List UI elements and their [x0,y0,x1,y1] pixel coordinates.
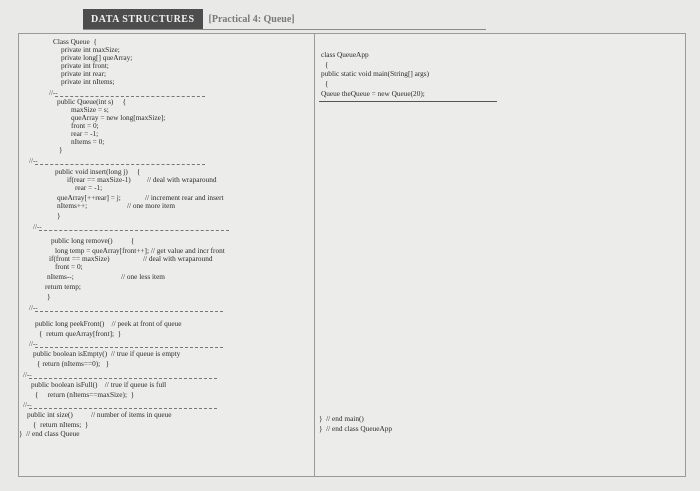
field-maxsize: private int maxSize; [61,45,120,54]
remove-line: if(front == maxSize) [49,254,110,263]
separator-line [39,230,229,231]
insert-header: public void insert(long j) { [55,167,141,176]
answer-underline [319,101,497,102]
size-header: public int size() // number of items in queue [27,410,172,419]
queue-class-column [19,34,315,476]
constructor-line: queArray = new long[maxSize]; [71,113,166,122]
insert-line: if(rear == maxSize-1) [67,175,131,184]
constructor-line: maxSize = s; [71,105,109,114]
main-method-header: public static void main(String[] args) [321,69,430,78]
separator-mark: //-- [29,304,38,312]
insert-line: queArray[++rear] = j; [57,193,121,202]
separator-line [35,347,223,348]
field-nitems: private int nItems; [61,77,115,86]
separator-line [29,408,217,409]
remove-line: long temp = queArray[front++]; // get value and incr front [55,246,225,255]
separator-line [35,164,205,165]
separator-line [35,311,223,312]
insert-comment: // deal with wraparound [147,175,217,184]
field-rear: private int rear; [61,69,106,78]
remove-line: nItems--; [47,272,74,281]
header-rule [83,29,486,30]
peekfront-body: { return queArray[front]; } [39,329,122,338]
isempty-body: { return (nItems==0); } [37,359,110,368]
constructor-line: rear = -1; [71,129,99,138]
field-quearray: private long[] queArray; [61,53,133,62]
size-body: { return nItems; } [33,420,89,429]
main-statement: Queue theQueue = new Queue(20); [321,89,425,98]
open-brace: { [325,79,329,88]
insert-comment: // one more item [127,201,176,210]
isempty-header: public boolean isEmpty() // true if queue is empty [33,349,181,358]
remove-comment: // one less item [121,272,165,281]
remove-line: front = 0; [55,262,83,271]
constructor-close: } [59,145,63,154]
peekfront-header: public long peekFront() // peek at front of queue [35,319,182,328]
separator-mark: //-- [33,223,42,231]
class-declaration: Class Queue { [53,37,97,46]
isfull-header: public boolean isFull() // true if queue is full [31,380,167,389]
field-front: private int front; [61,61,109,70]
constructor-line: front = 0; [71,121,99,130]
header-title: DATA STRUCTURES [83,9,203,29]
separator-mark: //-- [29,157,38,165]
remove-comment: // deal with wraparound [143,254,213,263]
header-subtitle: [Practical 4: Queue] [208,13,295,25]
queueapp-column [315,34,685,476]
end-main: } // end main() [319,414,364,423]
remove-line: return temp; [45,282,81,291]
separator-mark: //-- [23,371,32,379]
page-header [83,9,301,29]
isfull-body: { return (nItems==maxSize); } [35,390,135,399]
insert-comment: // increment rear and insert [145,193,224,202]
end-class-queue: } // end class Queue [19,429,80,438]
constructor-line: nItems = 0; [71,137,105,146]
queueapp-class-declaration: class QueueApp [321,50,369,59]
separator-line [29,378,217,379]
separator-mark: //-- [23,401,32,409]
end-class-queueapp: } // end class QueueApp [319,424,393,433]
open-brace: { [325,60,329,69]
insert-line: rear = -1; [75,183,103,192]
worksheet-table [18,33,686,477]
separator-mark: //-- [29,340,38,348]
insert-line: nItems++; [57,201,88,210]
insert-close: } [57,211,61,220]
remove-header: public long remove() { [51,236,135,245]
constructor-header: public Queue(int s) { [57,97,126,106]
remove-close: } [47,292,51,301]
separator-mark: //-- [49,89,58,97]
